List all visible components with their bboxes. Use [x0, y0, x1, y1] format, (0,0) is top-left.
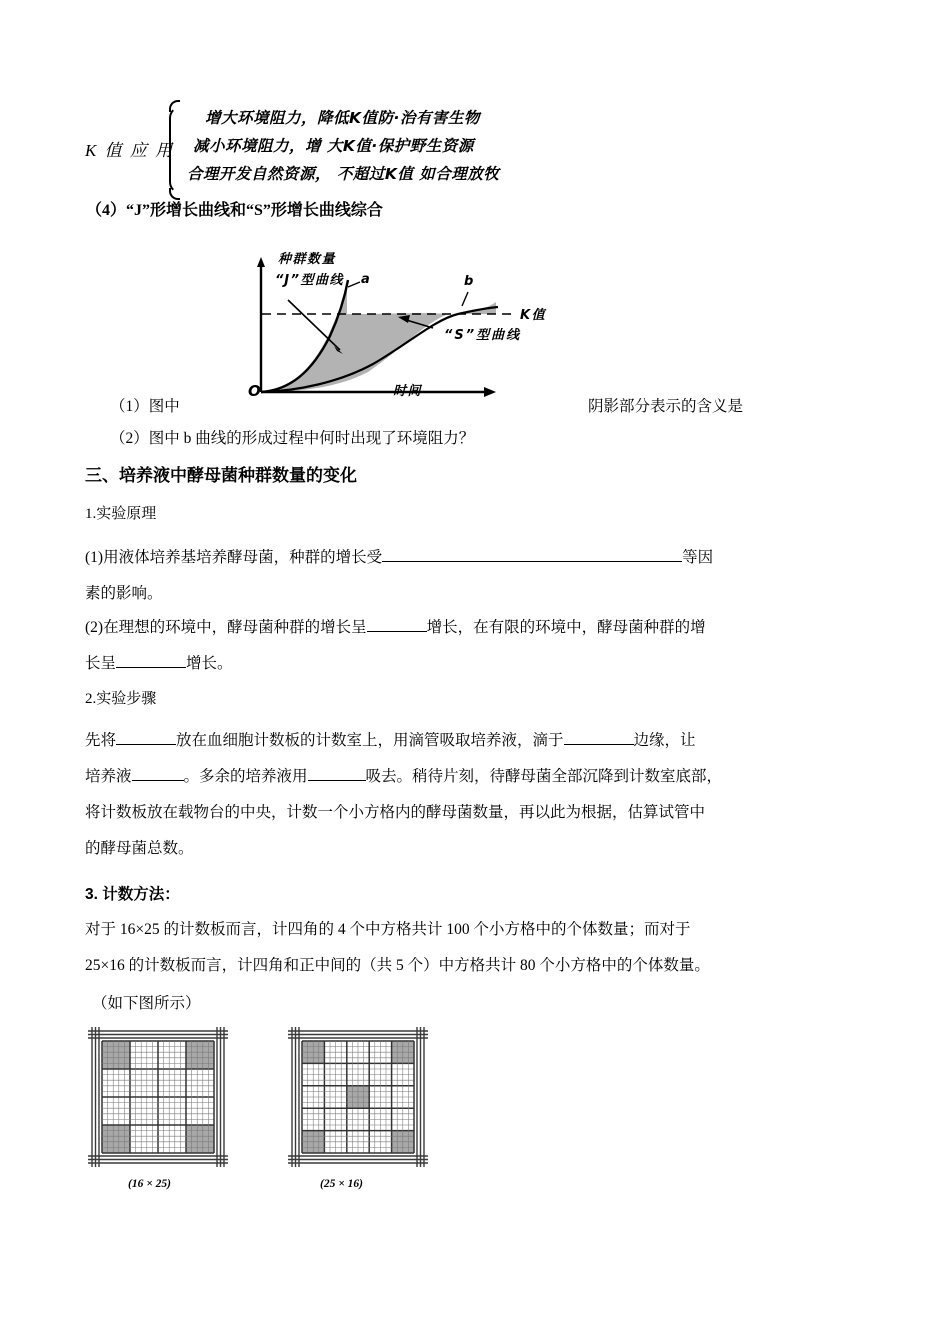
experiment-steps — [85, 723, 875, 867]
handwritten-line: 增大环境阻力，降低K值防·治有害生物 — [205, 109, 480, 127]
principle-2-text-b: 增长，在有限的环境中，酵母菌种群的增 — [426, 619, 706, 636]
shaded-medium-square — [102, 1125, 130, 1153]
question-1-prefix: （1）图中 — [110, 398, 180, 415]
counting-grid-16x25 — [88, 1027, 228, 1172]
method-line-1: 对于 16×25 的计数板而言，计四角的 4 个中方格共计 100 个小方格中的个体数量；而对于 — [85, 921, 691, 938]
shaded-region-upper — [347, 302, 496, 314]
question-1-suffix: 阴影部分表示的含义是 — [588, 398, 744, 415]
k-value-label: K值 — [520, 308, 547, 323]
s-curve-label: “S”型曲线 — [444, 328, 522, 343]
principle-2-line-2 — [85, 646, 875, 682]
y-axis-label: 种群数量 — [278, 252, 337, 267]
principle-2-text-a: (2)在理想的环境中，酵母菌种群的增长呈 — [85, 619, 367, 636]
question-2: （2）图中 b 曲线的形成过程中何时出现了环境阻力？ — [110, 430, 475, 447]
handwritten-note-lines — [187, 104, 607, 188]
grid-svg — [88, 1027, 228, 1167]
answer-blank[interactable] — [116, 729, 176, 745]
x-axis-label: 时间 — [393, 384, 423, 399]
j-curve-label: “J”型曲线 — [275, 273, 344, 288]
principle-1 — [85, 540, 875, 612]
answer-blank[interactable] — [116, 652, 186, 668]
handwritten-line: 合理开发自然资源， 不超过K值 如合理放牧 — [187, 165, 500, 183]
sub-heading-experiment-steps: 2.实验步骤 — [85, 691, 157, 707]
answer-blank[interactable] — [308, 765, 366, 781]
shaded-medium-square — [102, 1041, 130, 1069]
shaded-region — [260, 288, 448, 392]
grid-caption-25x16: (25 × 16) — [320, 1178, 363, 1190]
grid-caption-16x25: (16 × 25) — [128, 1178, 171, 1190]
counting-grid-25x16 — [288, 1027, 428, 1172]
step-line-1 — [85, 723, 875, 759]
principle-2-line2-a: 长呈 — [85, 655, 117, 672]
counting-method — [85, 912, 875, 984]
figure-note: （如下图所示） — [92, 995, 201, 1012]
principle-2-line-1 — [85, 610, 875, 646]
principle-1-text-b: 等因 — [682, 549, 714, 566]
point-a-leader — [348, 282, 360, 287]
principle-1-line-1 — [85, 540, 875, 576]
x-axis-arrow — [484, 387, 496, 397]
step-text-1a: 先将 — [85, 732, 117, 749]
handwritten-note — [85, 104, 605, 190]
step-text-2a: 培养液 — [85, 768, 132, 785]
y-axis-arrow — [257, 257, 265, 267]
answer-blank[interactable] — [564, 729, 634, 745]
brace-bracket — [169, 106, 185, 194]
step-text-2c: 吸去。稍待片刻，待酵母菌全部沉降到计数室底部， — [365, 768, 723, 785]
shaded-medium-square — [186, 1125, 214, 1153]
step-text-1b: 放在血细胞计数板的计数室上，用滴管吸取培养液，滴于 — [176, 732, 564, 749]
method-line-2: 25×16 的计数板而言，计四角和正中间的（共 5 个）中方格共计 80 个小方格中的个体数量。 — [85, 957, 710, 974]
answer-blank[interactable] — [367, 616, 427, 632]
answer-blank[interactable] — [132, 765, 184, 781]
answer-blank[interactable] — [382, 546, 682, 562]
sub-heading-counting-method: 3. 计数方法： — [85, 886, 180, 903]
step-line-3: 将计数板放在载物台的中央，计数一个小方格内的酵母菌数量，再以此为根据，估算试管中 — [85, 804, 706, 821]
step-text-1c: 边缘，让 — [633, 732, 696, 749]
sub-heading-experiment-principle: 1.实验原理 — [85, 506, 157, 522]
section-3-heading: 三、培养液中酵母菌种群数量的变化 — [85, 466, 357, 485]
growth-curve-figure — [248, 252, 608, 404]
step-line-4: 的酵母菌总数。 — [85, 840, 194, 857]
step-text-2b: 。多余的培养液用 — [183, 768, 308, 785]
shaded-medium-square — [186, 1041, 214, 1069]
principle-2-line2-b: 增长。 — [186, 655, 233, 672]
point-b-leader — [462, 292, 468, 306]
section-4-heading: （4）“J”形增长曲线和“S”形增长曲线综合 — [86, 202, 383, 219]
j-curve-leader — [288, 300, 340, 350]
origin-label: O — [248, 382, 263, 400]
principle-1-text-a: (1)用液体培养基培养酵母菌，种群的增长受 — [85, 549, 383, 566]
handwritten-note-label: K 值 应 用 — [85, 141, 175, 160]
principle-2 — [85, 610, 875, 682]
grid-svg — [288, 1027, 428, 1167]
point-a-label: a — [361, 272, 372, 287]
point-b-label: b — [464, 274, 475, 289]
principle-1-line-2: 素的影响。 — [85, 585, 163, 602]
handwritten-line: 减小环境阻力，增 大K值·保护野生资源 — [193, 137, 474, 155]
step-line-2 — [85, 759, 875, 795]
